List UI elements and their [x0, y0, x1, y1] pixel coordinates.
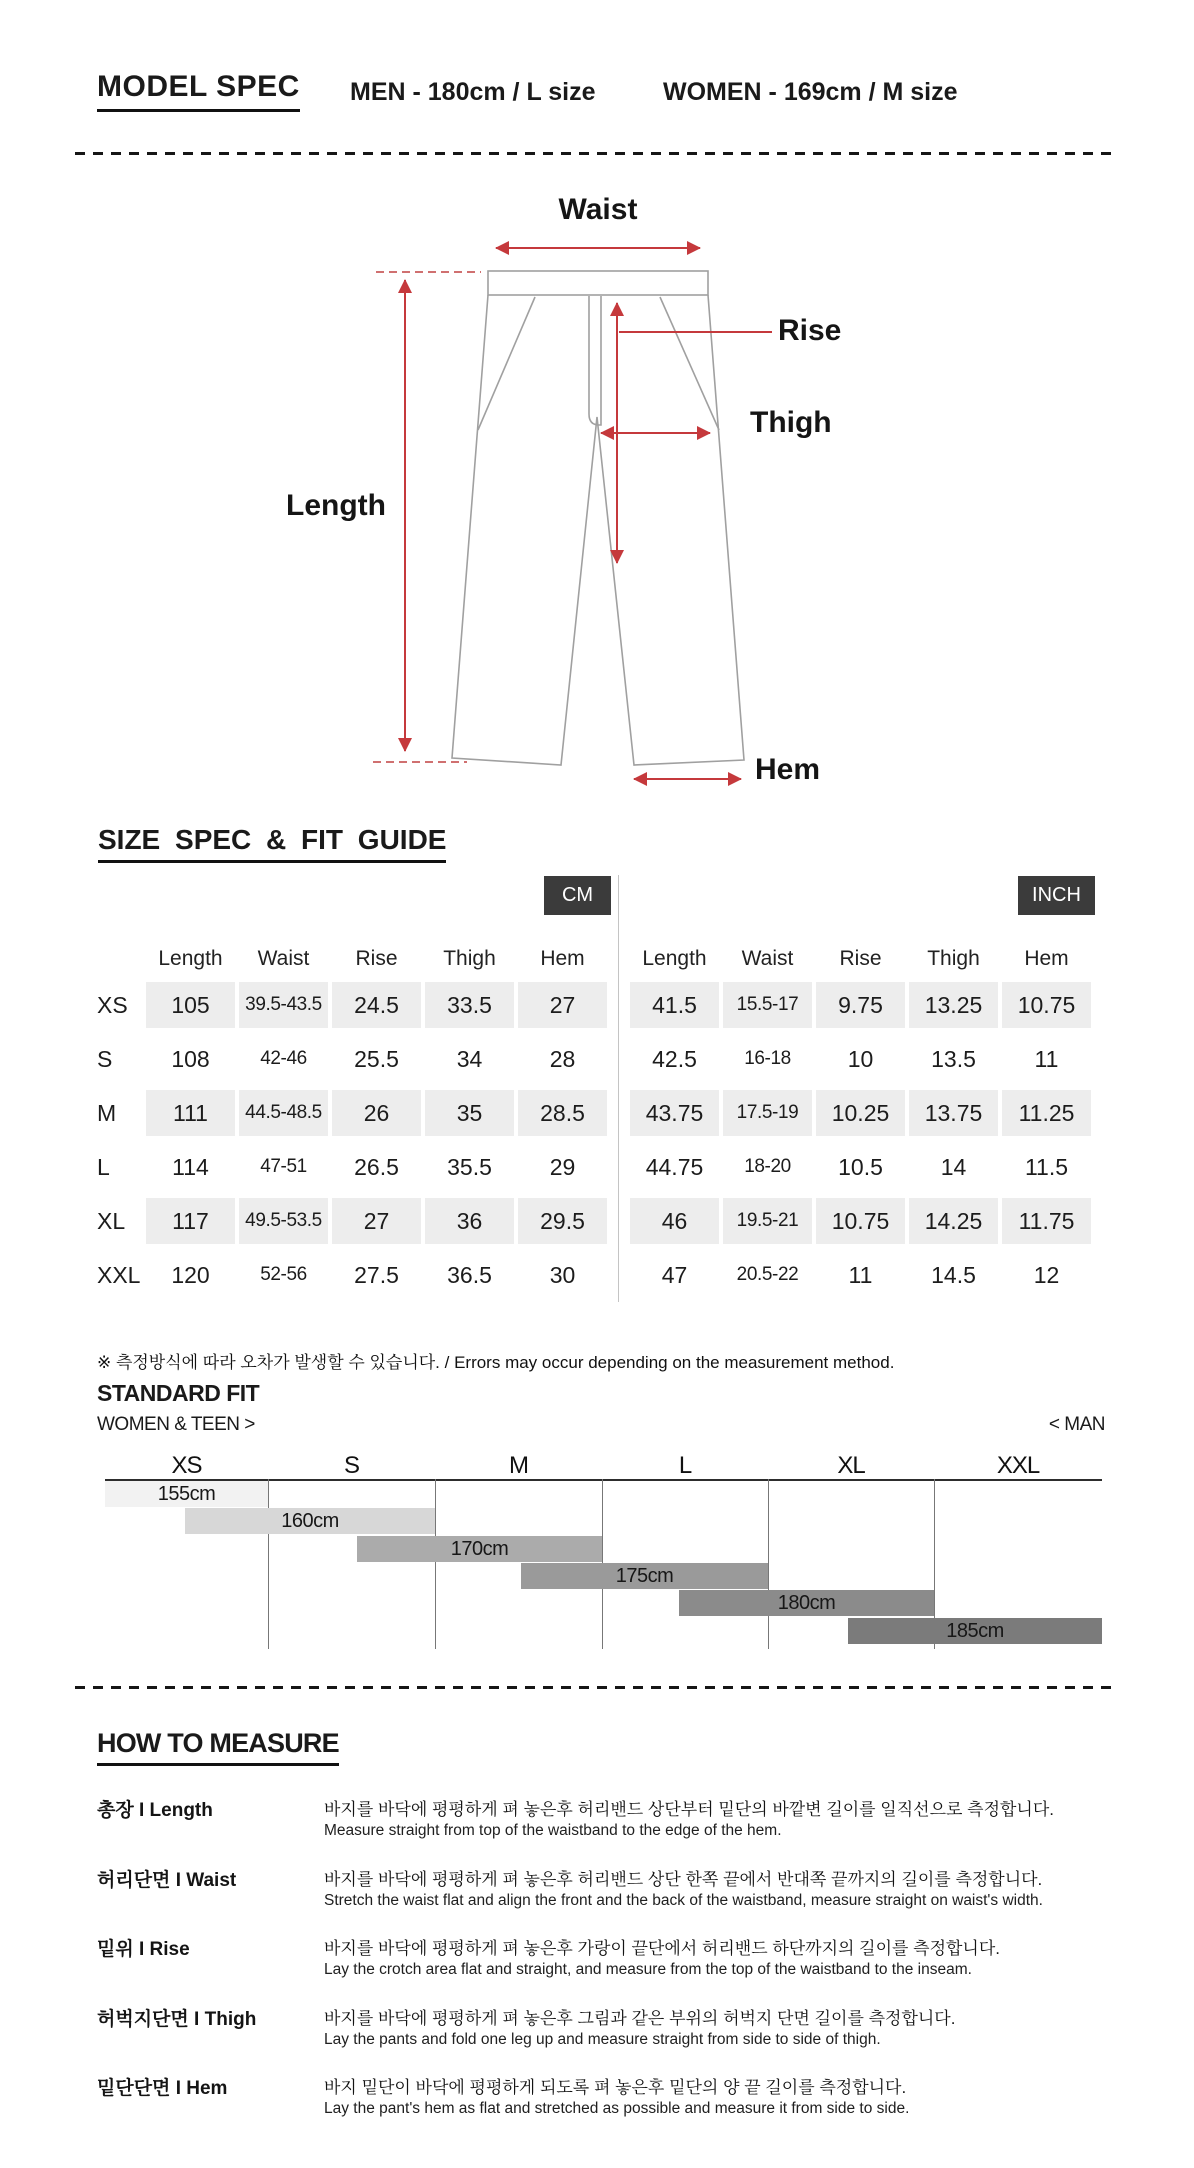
- cm-cell: 33.5: [423, 978, 516, 1032]
- measure-item-label: 밑위 I Rise: [97, 1939, 190, 1960]
- inch-cell: 46: [628, 1194, 721, 1248]
- measure-item-english: Lay the pant's hem as flat and stretched as possible and measure it from side to side.: [324, 2100, 910, 2117]
- hem-label: Hem: [755, 753, 821, 786]
- model-spec-women: WOMEN - 169cm / M size: [663, 78, 958, 106]
- column-header: Thigh: [443, 947, 496, 970]
- tables-divider: [618, 875, 619, 1302]
- measure-list: [97, 1795, 1107, 2155]
- inch-cell: 10.5: [838, 1153, 883, 1180]
- fit-chart-column-divider: [268, 1479, 269, 1649]
- cm-cell: 35.5: [447, 1153, 492, 1180]
- column-header: Length: [642, 947, 707, 970]
- measure-item-korean: 바지를 바닥에 평평하게 펴 놓은후 허리밴드 상단 한쪽 끝에서 반대쪽 끝까지의 길이를 측정합니다.: [324, 1869, 1043, 1889]
- measure-item-korean: 바지를 바닥에 평평하게 펴 놓은후 허리밴드 상단부터 밑단의 바깥변 길이를 일직선으로 측정합니다.: [324, 1800, 1054, 1819]
- cm-unit-badge: CM: [544, 876, 611, 915]
- dashed-divider-bottom: [75, 1686, 1119, 1689]
- corner-cell: [97, 940, 144, 978]
- inch-cell: 11.25: [1000, 1086, 1093, 1140]
- cm-cell: 26.5: [354, 1153, 399, 1180]
- how-to-measure-title: HOW TO MEASURE: [97, 1728, 339, 1766]
- model-spec-men: MEN - 180cm / L size: [350, 78, 596, 106]
- column-header: Waist: [257, 947, 310, 970]
- standard-fit-title: STANDARD FIT: [97, 1380, 260, 1406]
- cm-cell: 27.5: [354, 1261, 399, 1288]
- inch-cell: 10.75: [1000, 978, 1093, 1032]
- cm-cell: 29.5: [516, 1194, 609, 1248]
- size-label: XS: [97, 991, 128, 1018]
- inch-cell: 15.5-17: [721, 978, 814, 1032]
- inch-cell: 11.75: [1000, 1194, 1093, 1248]
- fit-chart-column-divider: [768, 1479, 769, 1649]
- measure-item: [97, 1865, 1107, 1925]
- inch-cell: 14.5: [931, 1261, 976, 1288]
- cm-cell: 34: [456, 1045, 483, 1072]
- fit-chart-size-XXL: XXL: [996, 1452, 1040, 1479]
- fit-chart-size-XS: XS: [171, 1452, 202, 1479]
- measure-item-korean: 바지 밑단이 바닥에 평평하게 되도록 펴 놓은후 밑단의 양 끝 길이를 측정합니다.: [324, 2078, 907, 2097]
- cm-cell: 120: [171, 1261, 210, 1288]
- standard-fit-women-teen: WOMEN & TEEN >: [97, 1414, 255, 1435]
- cm-cell: 36: [423, 1194, 516, 1248]
- measure-item-korean: 바지를 바닥에 평평하게 펴 놓은후 그림과 같은 부위의 허벅지 단면 길이를 측정합니다.: [324, 2008, 956, 2028]
- measure-item-label: 허리단면 I Waist: [97, 1869, 237, 1891]
- standard-fit-man: < MAN: [1048, 1414, 1105, 1435]
- cm-cell: 44.5-48.5: [237, 1086, 330, 1140]
- measure-item-korean: 바지를 바닥에 평평하게 펴 놓은후 가랑이 끝단에서 허리밴드 하단까지의 길이를 측정합니다.: [324, 1939, 1000, 1958]
- inch-cell: 13.25: [907, 978, 1000, 1032]
- pants-outline: [452, 271, 744, 765]
- cm-cell: 52-56: [260, 1264, 307, 1285]
- measurement-note: ※ 측정방식에 따라 오차가 발생할 수 있습니다. / Errors may occur depending on the measurement method.: [97, 1353, 895, 1372]
- measure-item: [97, 2073, 1107, 2133]
- cm-cell: 39.5-43.5: [237, 978, 330, 1032]
- inch-cell: 44.75: [645, 1153, 704, 1180]
- column-header: Thigh: [927, 947, 980, 970]
- pants-diagram: [0, 0, 1194, 820]
- size-label: M: [97, 1099, 117, 1126]
- inch-cell: 20.5-22: [736, 1264, 799, 1285]
- inch-cell: 14.25: [907, 1194, 1000, 1248]
- inch-cell: 10: [847, 1045, 874, 1072]
- measure-item: [97, 2004, 1107, 2064]
- cm-cell: 117: [144, 1194, 237, 1248]
- inch-cell: 16-18: [744, 1048, 791, 1069]
- thigh-label: Thigh: [750, 406, 832, 439]
- fit-chart-size-L: L: [678, 1452, 692, 1479]
- cm-cell: 47-51: [260, 1156, 307, 1177]
- cm-cell: 25.5: [354, 1045, 399, 1072]
- measure-item-label: 총장 I Length: [97, 1800, 213, 1821]
- size-label: L: [97, 1153, 110, 1180]
- cm-cell: 111: [144, 1086, 237, 1140]
- measure-item-english: Lay the pants and fold one leg up and measure straight from side to side of thigh.: [324, 2030, 881, 2048]
- waist-label: Waist: [558, 193, 638, 226]
- measure-item: [97, 1934, 1107, 1994]
- inch-cell: 11: [1034, 1045, 1059, 1072]
- inch-cell: 18-20: [744, 1156, 791, 1177]
- inch-cell: 14: [940, 1153, 967, 1180]
- fit-chart-bar-175cm: 175cm: [521, 1563, 768, 1589]
- column-header: Hem: [1024, 947, 1069, 970]
- column-header: Length: [158, 947, 223, 970]
- cm-cell: 114: [172, 1153, 209, 1180]
- cm-cell: 27: [516, 978, 609, 1032]
- fit-chart-size-M: M: [509, 1452, 528, 1479]
- cm-cell: 27: [330, 1194, 423, 1248]
- inch-cell: 42.5: [652, 1045, 697, 1072]
- cm-cell: 24.5: [330, 978, 423, 1032]
- inch-cell: 17.5-19: [721, 1086, 814, 1140]
- fit-chart-bar-180cm: 180cm: [679, 1590, 934, 1616]
- cm-cell: 28: [549, 1045, 576, 1072]
- inch-cell: 10.75: [814, 1194, 907, 1248]
- measure-item-english: Lay the crotch area flat and straight, and measure from the top of the waistband to the inseam.: [324, 1961, 972, 1978]
- size-label: S: [97, 1045, 113, 1072]
- column-header: Waist: [741, 947, 794, 970]
- inch-cell: 10.25: [814, 1086, 907, 1140]
- column-header: Rise: [355, 947, 398, 970]
- rise-label: Rise: [778, 314, 842, 347]
- measure-item-english: Measure straight from top of the waistband to the edge of the hem.: [324, 1822, 782, 1839]
- page-title: MODEL SPEC: [97, 70, 300, 112]
- fit-chart-bar-155cm: 155cm: [105, 1481, 268, 1507]
- measure-item-english: Stretch the waist flat and align the front and the back of the waistband, measure straight on waist's width.: [324, 1891, 1043, 1909]
- inch-cell: 19.5-21: [721, 1194, 814, 1248]
- cm-cell: 29: [549, 1153, 576, 1180]
- fit-chart-bar-160cm: 160cm: [185, 1508, 435, 1534]
- inch-unit-badge: INCH: [1018, 876, 1095, 915]
- inch-size-table: [628, 940, 1093, 1302]
- cm-cell: 35: [423, 1086, 516, 1140]
- fit-chart-column-divider: [435, 1479, 436, 1649]
- fit-chart-bar-185cm: 185cm: [848, 1618, 1102, 1644]
- column-header: Hem: [540, 947, 585, 970]
- cm-cell: 30: [549, 1261, 576, 1288]
- inch-cell: 43.75: [628, 1086, 721, 1140]
- cm-cell: 49.5-53.5: [237, 1194, 330, 1248]
- cm-cell: 108: [171, 1045, 210, 1072]
- size-label: XL: [97, 1207, 126, 1234]
- fit-chart-bar-170cm: 170cm: [357, 1536, 602, 1562]
- inch-cell: 11: [848, 1261, 873, 1288]
- inch-cell: 13.5: [931, 1045, 976, 1072]
- cm-cell: 36.5: [447, 1261, 492, 1288]
- cm-cell: 26: [330, 1086, 423, 1140]
- measure-item-label: 밑단단면 I Hem: [97, 2078, 228, 2099]
- standard-fit-chart: [105, 1452, 1102, 1652]
- length-label: Length: [286, 489, 386, 522]
- size-label: XXL: [97, 1261, 141, 1288]
- cm-cell: 42-46: [260, 1048, 307, 1069]
- inch-cell: 9.75: [814, 978, 907, 1032]
- cm-cell: 28.5: [516, 1086, 609, 1140]
- fit-chart-size-XL: XL: [837, 1452, 865, 1479]
- inch-cell: 11.5: [1024, 1153, 1069, 1180]
- fit-chart-size-S: S: [343, 1452, 359, 1479]
- column-header: Rise: [839, 947, 882, 970]
- inch-cell: 41.5: [628, 978, 721, 1032]
- size-spec-title: SIZE SPEC & FIT GUIDE: [98, 824, 446, 863]
- inch-cell: 13.75: [907, 1086, 1000, 1140]
- cm-cell: 105: [144, 978, 237, 1032]
- inch-cell: 12: [1033, 1261, 1060, 1288]
- cm-size-table: [97, 940, 609, 1302]
- inch-cell: 47: [661, 1261, 688, 1288]
- measure-item-label: 허벅지단면 I Thigh: [97, 2008, 257, 2030]
- measure-item: [97, 1795, 1107, 1855]
